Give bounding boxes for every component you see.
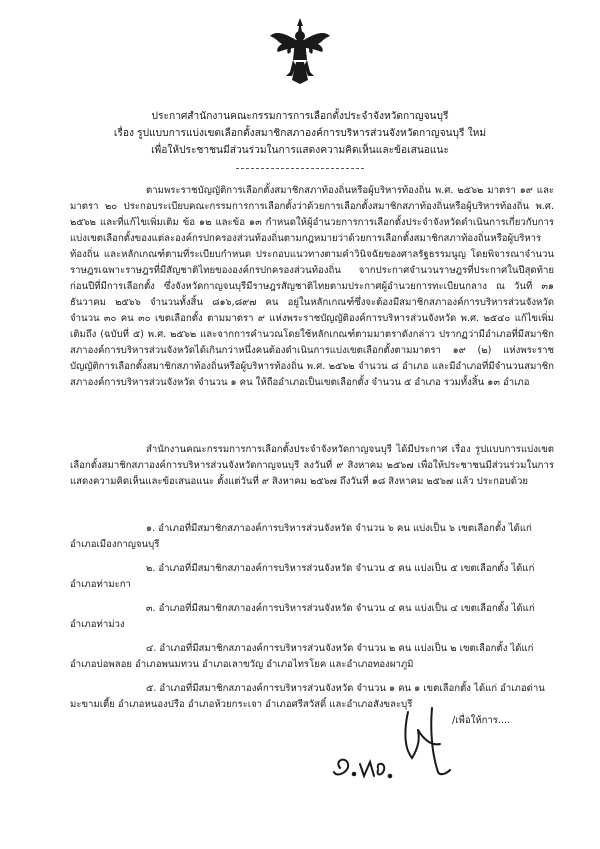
heading-subject: เรื่อง รูปแบบการแบ่งเขตเลือกตั้งสมาชิกสภาองค์การบริหารส่วนจังหวัดกาญจนบุรี ใหม่ <box>113 128 487 139</box>
heading-purpose: เพื่อให้ประชาชนมีส่วนร่วมในการแสดงความคิดเห็นและข้อเสนอแนะ <box>151 145 449 156</box>
paragraph-1-text: ตามพระราชบัญญัติการเลือกตั้งสมาชิกสภาท้องถิ่นหรือผู้บริหารท้องถิ่น พ.ศ. ๒๕๖๒ มาตรา ๑๙ และมาตรา ๒๐ ประกอบระเบียบคณะกรรมการการเลือกตั้งว่าด้วยการเลือกตั้งสมาชิกสภาท้องถิ่นหรือผู้บริหารท้องถิ่น พ.ศ. ๒๕๖๒ และที่แก้ไขเพิ่มเติม ข้อ ๑๒ และข้อ ๑๓ กำหนดให้ผู้อำนวยการการเลือกตั้งประจำจังหวัดดำเนินการเกี่ยวกับการแบ่งเขตเลือกตั้งของแต่ละองค์กรปกครองส่วนท้องถิ่นตามกฎหมายว่าด้วยการเลือกตั้งสมาชิกสภาท้องถิ่นหรือผู้บริหารท้องถิ่น และหลักเกณฑ์ตามที่ระเบียบกำหนด ประกอบแนวทางตามคำวินิจฉัยของศาลรัฐธรรมนูญ โดยพิจารณาจำนวนราษฎรเฉพาะราษฎรที่มีสัญชาติไทยขององค์กรปกครองส่วนท้องถิ่น จากประกาศจำนวนราษฎรที่ประกาศในปีสุดท้ายก่อนปีที่มีการเลือกตั้ง ซึ่งจังหวัดกาญจนบุรีมีราษฎรสัญชาติไทยตามประกาศผู้อำนวยการทะเบียนกลาง ณ วันที่ ๓๑ ธันวาคม ๒๕๖๖ จำนวนทั้งสิ้น ๘๑๖,๘๙๗ คน อยู่ในหลักเกณฑ์ซึ่งจะต้องมีสมาชิกสภาองค์การบริหารส่วนจังหวัด จำนวน ๓๐ คน ๓๐ เขตเลือกตั้ง ตามมาตรา ๙ แห่งพระราชบัญญัติองค์การบริหารส่วนจังหวัด พ.ศ. ๒๕๔๐ แก้ไขเพิ่มเติมถึง (ฉบับที่ ๕) พ.ศ. ๒๕๖๒ และจากการคำนวณโดยใช้หลักเกณฑ์ตามมาตราดังกล่าว ปรากฏว่ามีอำเภอที่มีสมาชิกสภาองค์การบริหารส่วนจังหวัดได้เกินกว่าหนึ่งคนต้องดำเนินการแบ่งเขตเลือกตั้งตามมาตรา ๑๙ (๒) แห่งพระราชบัญญัติการเลือกตั้งสมาชิกสภาท้องถิ่นหรือผู้บริหารท้องถิ่น พ.ศ. ๒๕๖๒ จำนวน ๘ อำเภอ และมีอำเภอที่มีจำนวนสมาชิกสภาองค์การบริหารส่วนจังหวัด จำนวน ๑ คน ให้ถืออำเภอเป็นเขตเลือกตั้ง จำนวน ๕ อำเภอ รวมทั้งสิ้น ๑๓ อำเภอ <box>70 185 554 388</box>
heading-line-1: ประกาศสำนักงานคณะกรรมการการเลือกตั้งประจำจังหวัดกาญจนบุรี <box>151 111 449 122</box>
list-item: ๓. อำเภอที่มีสมาชิกสภาองค์การบริหารส่วนจังหวัด จำนวน ๔ คน แบ่งเป็น ๔ เขตเลือกตั้ง ได้แก่ อำเภอท่าม่วง <box>70 603 535 630</box>
list-item: ๔. อำเภอที่มีสมาชิกสภาองค์การบริหารส่วนจังหวัด จำนวน ๒ คน แบ่งเป็น ๒ เขตเลือกตั้ง ได้แก่ อำเภอบ่อพลอย อำเภอพนมทวน อำเภอเลาขวัญ อำเภอไทรโยค และอำเภอทองผาภูมิ <box>70 643 534 670</box>
garuda-emblem-icon <box>268 16 332 86</box>
separator-line <box>236 168 364 169</box>
continuation-note: /เพื่อให้การ.... <box>452 715 511 726</box>
body-paragraph-1 <box>70 183 554 391</box>
handwritten-signature <box>320 700 470 795</box>
list-item: ๒. อำเภอที่มีสมาชิกสภาองค์การบริหารส่วนจังหวัด จำนวน ๕ คน แบ่งเป็น ๕ เขตเลือกตั้ง ได้แก่ อำเภอท่ามะกา <box>70 563 535 590</box>
list-item: ๕. อำเภอที่มีสมาชิกสภาองค์การบริหารส่วนจังหวัด จำนวน ๑ คน ๑ เขตเลือกตั้ง ได้แก่ อำเภอด่านมะขามเตี้ย อำเภอหนองปรือ อำเภอห้วยกระเจา อำเภอศรีสวัสดิ์ และอำเภอสังขละบุรี <box>70 683 545 710</box>
list-item: ๑. อำเภอที่มีสมาชิกสภาองค์การบริหารส่วนจังหวัด จำนวน ๖ คน แบ่งเป็น ๖ เขตเลือกตั้ง ได้แก่ อำเภอเมืองกาญจนบุรี <box>70 523 532 550</box>
paragraph-2-text: สำนักงานคณะกรรมการการเลือกตั้งประจำจังหวัดกาญจนบุรี ได้มีประกาศ เรื่อง รูปแบบการแบ่งเขตเลือกตั้งสมาชิกสภาองค์การบริหารส่วนจังหวัดกาญจนบุรี ลงวันที่ ๙ สิงหาคม ๒๕๖๗ เพื่อให้ประชาชนมีส่วนร่วมในการแสดงความคิดเห็นและข้อเสนอแนะ ตั้งแต่วันที่ ๙ สิงหาคม ๒๕๖๗ ถึงวันที่ ๑๘ สิงหาคม ๒๕๖๗ แล้ว ประกอบด้วย <box>70 444 554 487</box>
body-paragraph-2 <box>70 442 554 490</box>
